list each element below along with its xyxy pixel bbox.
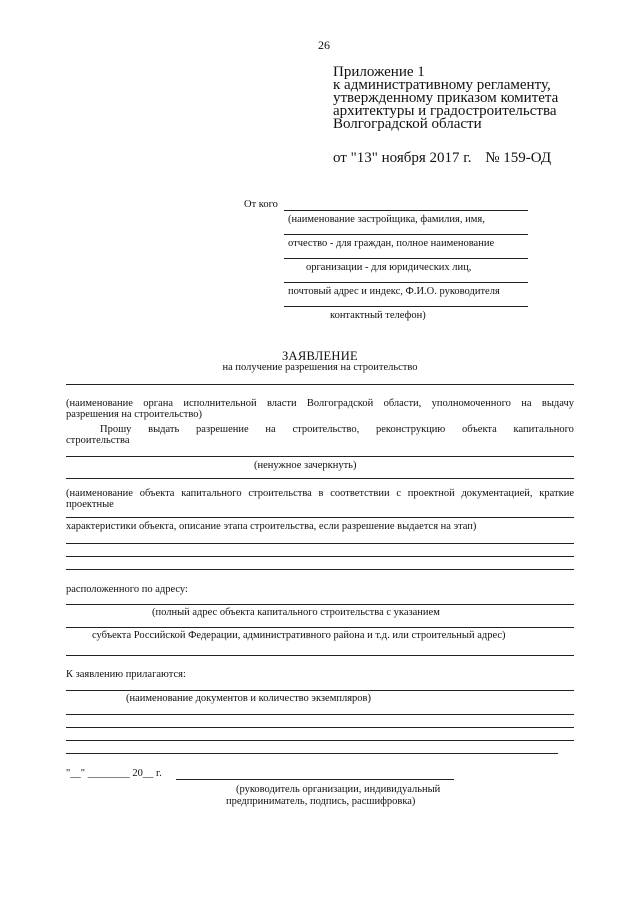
signature-date: "__" ________ 20__ г. [66,768,162,779]
address-hint: (полный адрес объекта капитального строительства с указанием [152,607,440,618]
attachments-label: К заявлению прилагаются: [66,669,186,680]
from-line [284,210,528,211]
from-hint: почтовый адрес и индекс, Ф.И.О. руководителя [288,286,500,297]
from-label: От кого [244,199,278,210]
order-reference [333,150,551,167]
request-word: разрешение [196,424,249,435]
fill-line [66,714,574,715]
fill-line [66,655,574,656]
appendix-line: к административному регламенту, [333,77,551,93]
fill-line [66,690,574,691]
from-line [284,306,528,307]
fill-line [66,517,574,518]
request-word: выдать [148,424,180,435]
fill-line [66,753,558,754]
authority-hint: (наименование органа исполнительной власти Волгоградской области, уполномоченного на выдачу [66,398,574,409]
from-hint: организации - для юридических лиц, [306,262,472,273]
appendix-line: утвержденному приказом комитета [333,90,559,106]
strike-hint: (ненужное зачеркнуть) [254,460,357,471]
signature-line [176,779,454,780]
attachments-hint: (наименование документов и количество экземпляров) [126,693,371,704]
appendix-line: Приложение 1 [333,64,425,80]
fill-line [66,543,574,544]
from-line [284,234,528,235]
from-hint: отчество - для граждан, полное наименование [288,238,495,249]
request-line [100,424,574,435]
request-word: строительство, [292,424,360,435]
from-hint: контактный телефон) [330,310,426,321]
fill-line [66,569,574,570]
request-line-cont: строительства [66,435,130,446]
request-word: реконструкцию [376,424,446,435]
document-title: ЗАЯВЛЕНИЕ [282,349,358,363]
request-word: Прошу [100,424,132,435]
address-label: расположенного по адресу: [66,584,188,595]
request-word: капитального [513,424,574,435]
appendix-line: Волгоградской области [333,116,482,132]
fill-line [66,727,574,728]
authority-hint-cont: разрешения на строительство) [66,409,202,420]
page-number: 26 [318,38,330,52]
from-hint: (наименование застройщика, фамилия, имя, [288,214,485,225]
object-hint: (наименование объекта капитального строительства в соответствии с проектной документацией, краткие [66,488,574,499]
fill-line [66,604,574,605]
fill-line [66,384,574,385]
fill-line [66,478,574,479]
signature-hint: (руководитель организации, индивидуальный [236,784,441,795]
order-number: № 159-ОД [485,150,552,166]
address-hint-cont: субъекта Российской Федерации, административного района и т.д. или строительный адрес) [92,630,506,641]
from-line [284,282,528,283]
object-hint-cont: характеристики объекта, описание этапа строительства, если разрешение выдается на этап) [66,521,477,532]
fill-line [66,456,574,457]
appendix-line: архитектуры и градостроительства [333,103,557,119]
from-line [284,258,528,259]
request-word: на [265,424,276,435]
fill-line [66,556,574,557]
fill-line [66,740,574,741]
appendix-header [333,66,558,131]
document-subtitle: на получение разрешения на строительство [222,362,418,373]
order-date: от "13" ноября 2017 г. [333,150,472,166]
fill-line [66,627,574,628]
signature-hint: предприниматель, подпись, расшифровка) [226,796,416,807]
object-hint-cont: проектные [66,499,114,510]
request-word: объекта [462,424,497,435]
